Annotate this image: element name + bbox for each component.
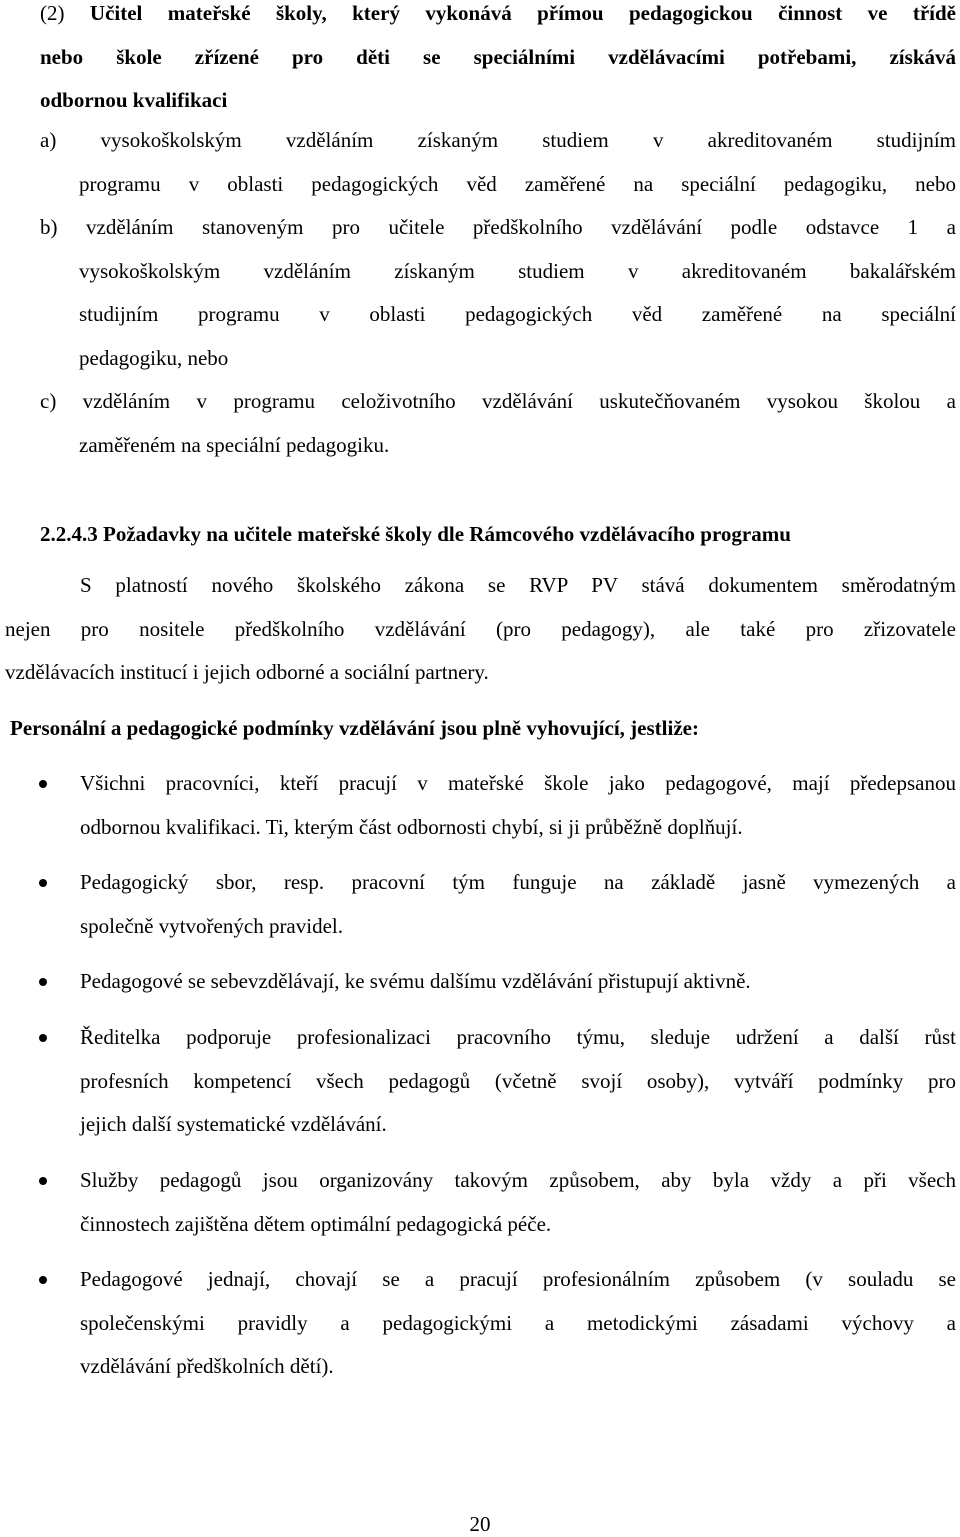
intro-line-2: nebo škole zřízené pro děti se speciálními vzdělávacími potřebami, získává (40, 44, 956, 69)
bullet-dot-icon (39, 879, 47, 887)
bullet-5-line-1: Služby pedagogů jsou organizovány takovým způsobem, aby byla vždy a při všech (80, 1168, 956, 1192)
bullet-item-6 (80, 1258, 956, 1389)
bullet-6-line-2: společenskými pravidly a pedagogickými a metodickými zásadami výchovy a (80, 1310, 956, 1335)
subheading: Personální a pedagogické podmínky vzdělávání jsou plně vyhovující, jestliže: (10, 716, 699, 740)
bullet-item-4 (80, 1016, 956, 1147)
bullet-6-line-3: vzdělávání předškolních dětí). (80, 1354, 334, 1378)
bullet-dot-icon (39, 1034, 47, 1042)
bullet-item-1 (80, 762, 956, 849)
paragraph-line-3: vzdělávacích institucí i jejich odborné a sociální partnery. (5, 660, 489, 684)
paragraph-line-1: S platností nového školského zákona se RVP PV stává dokumentem směrodatným (80, 573, 956, 597)
item-c-line-2: zaměřeném na speciální pedagogiku. (79, 432, 390, 457)
item-a-line-2: programu v oblasti pedagogických věd zaměřené na speciální pedagogiku, nebo (79, 171, 956, 196)
bullet-3-line-1: Pedagogové se sebevzdělávají, ke svému dalšímu vzdělávání přistupují aktivně. (80, 969, 751, 993)
item-b-line-4: pedagogiku, nebo (79, 345, 229, 370)
bullet-item-3 (80, 960, 956, 1004)
item-b-line-1: b) vzděláním stanoveným pro učitele předškolního vzdělávání podle odstavce 1 a (40, 215, 956, 239)
bullet-4-line-2: profesních kompetencí všech pedagogů (včetně svojí osoby), vytváří podmínky pro (80, 1068, 956, 1093)
bullet-4-line-3: jejich další systematické vzdělávání. (80, 1112, 387, 1136)
bullet-1-line-2: odbornou kvalifikaci. Ti, kterým část odbornosti chybí, si ji průběžně doplňují. (80, 814, 743, 839)
bullet-dot-icon (39, 978, 47, 986)
bullet-5-line-2: činnostech zajištěna dětem optimální pedagogická péče. (80, 1211, 552, 1236)
intro-line-1-text: Učitel mateřské školy, který vykonává přímou pedagogickou činnost ve třídě (89, 1, 957, 25)
bullet-6-line-1: Pedagogové jednají, chovají se a pracují profesionálním způsobem (v souladu se (80, 1267, 956, 1291)
bullet-item-5 (80, 1159, 956, 1246)
bullet-item-2 (80, 861, 956, 948)
paragraph-line-2: nejen pro nositele předškolního vzdělávání (pro pedagogy), ale také pro zřizovatele (5, 616, 956, 641)
item-c-line-1: c) vzděláním v programu celoživotního vzdělávání uskutečňovaném vysokou školou a (40, 389, 956, 413)
bullet-4-line-1: Ředitelka podporuje profesionalizaci pracovního týmu, sleduje udržení a další růst (80, 1025, 956, 1049)
item-b-line-2: vysokoškolským vzděláním získaným studiem v akreditovaném bakalářském (79, 258, 956, 283)
bullet-dot-icon (39, 780, 47, 788)
bullet-2-line-1: Pedagogický sbor, resp. pracovní tým funguje na základě jasně vymezených a (80, 870, 956, 894)
intro-label: (2) (40, 1, 65, 25)
item-b-line-3: studijním programu v oblasti pedagogických věd zaměřené na speciální (79, 302, 956, 326)
bullet-1-line-1: Všichni pracovníci, kteří pracují v mateřské škole jako pedagogové, mají předepsanou (80, 771, 956, 795)
item-a-line-1: a) vysokoškolským vzděláním získaným studiem v akreditovaném studijním (40, 128, 956, 152)
bullet-2-line-2: společně vytvořených pravidel. (80, 913, 343, 938)
bullet-dot-icon (39, 1177, 47, 1185)
section-heading: 2.2.4.3 Požadavky na učitele mateřské školy dle Rámcového vzdělávacího programu (40, 522, 791, 546)
bullet-dot-icon (39, 1276, 47, 1284)
intro-line-3: odbornou kvalifikaci (40, 88, 228, 112)
page-number: 20 (469, 1512, 491, 1536)
